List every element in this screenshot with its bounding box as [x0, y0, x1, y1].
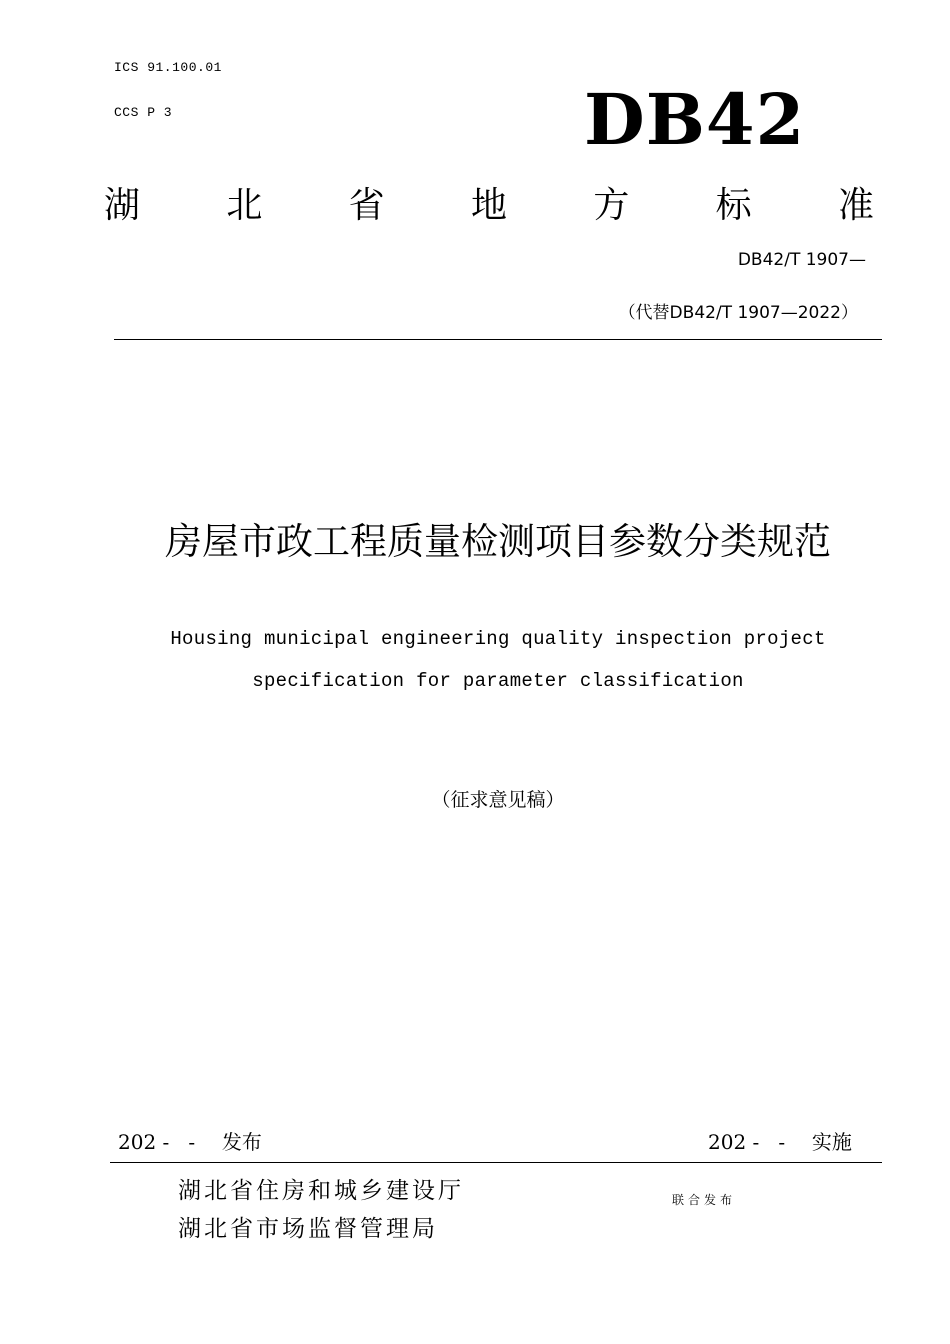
document-title-en-line2: specification for parameter classification [252, 670, 744, 692]
standard-type-char: 准 [837, 185, 874, 226]
effective-date: 202 - - [708, 1130, 786, 1154]
standard-type-title [104, 184, 874, 228]
standard-number: DB42/T 1907— [737, 250, 866, 270]
db42-logo: DB42 [584, 78, 806, 161]
bottom-divider [110, 1162, 882, 1163]
effective-date-row [708, 1126, 852, 1155]
standard-type-char: 湖 [104, 185, 141, 226]
replaces-note: （代替DB42/T 1907—2022） [618, 303, 858, 323]
joint-issue-label: 联合发布 [672, 1193, 737, 1207]
standard-type-char: 地 [470, 185, 507, 226]
standard-type-char: 北 [226, 185, 263, 226]
document-title-cn: 房屋市政工程质量检测项目参数分类规范 [165, 520, 831, 563]
publish-label: 发布 [221, 1130, 262, 1154]
ics-code: ICS 91.100.01 [114, 60, 222, 75]
issuer-market-regulation: 湖北省市场监督管理局 [178, 1216, 438, 1242]
top-divider [114, 339, 882, 340]
draft-note: （征求意见稿） [431, 789, 565, 811]
publish-date-row [118, 1126, 262, 1155]
standard-type-char: 省 [348, 185, 385, 226]
document-title-en-line1: Housing municipal engineering quality inspection project [170, 628, 826, 650]
standard-type-char: 方 [593, 185, 630, 226]
issuer-housing-department: 湖北省住房和城乡建设厅 [178, 1178, 464, 1204]
publish-date: 202 - - [118, 1130, 196, 1154]
effective-label: 实施 [811, 1130, 852, 1154]
ccs-code: CCS P 3 [114, 105, 173, 120]
standard-type-char: 标 [715, 185, 752, 226]
